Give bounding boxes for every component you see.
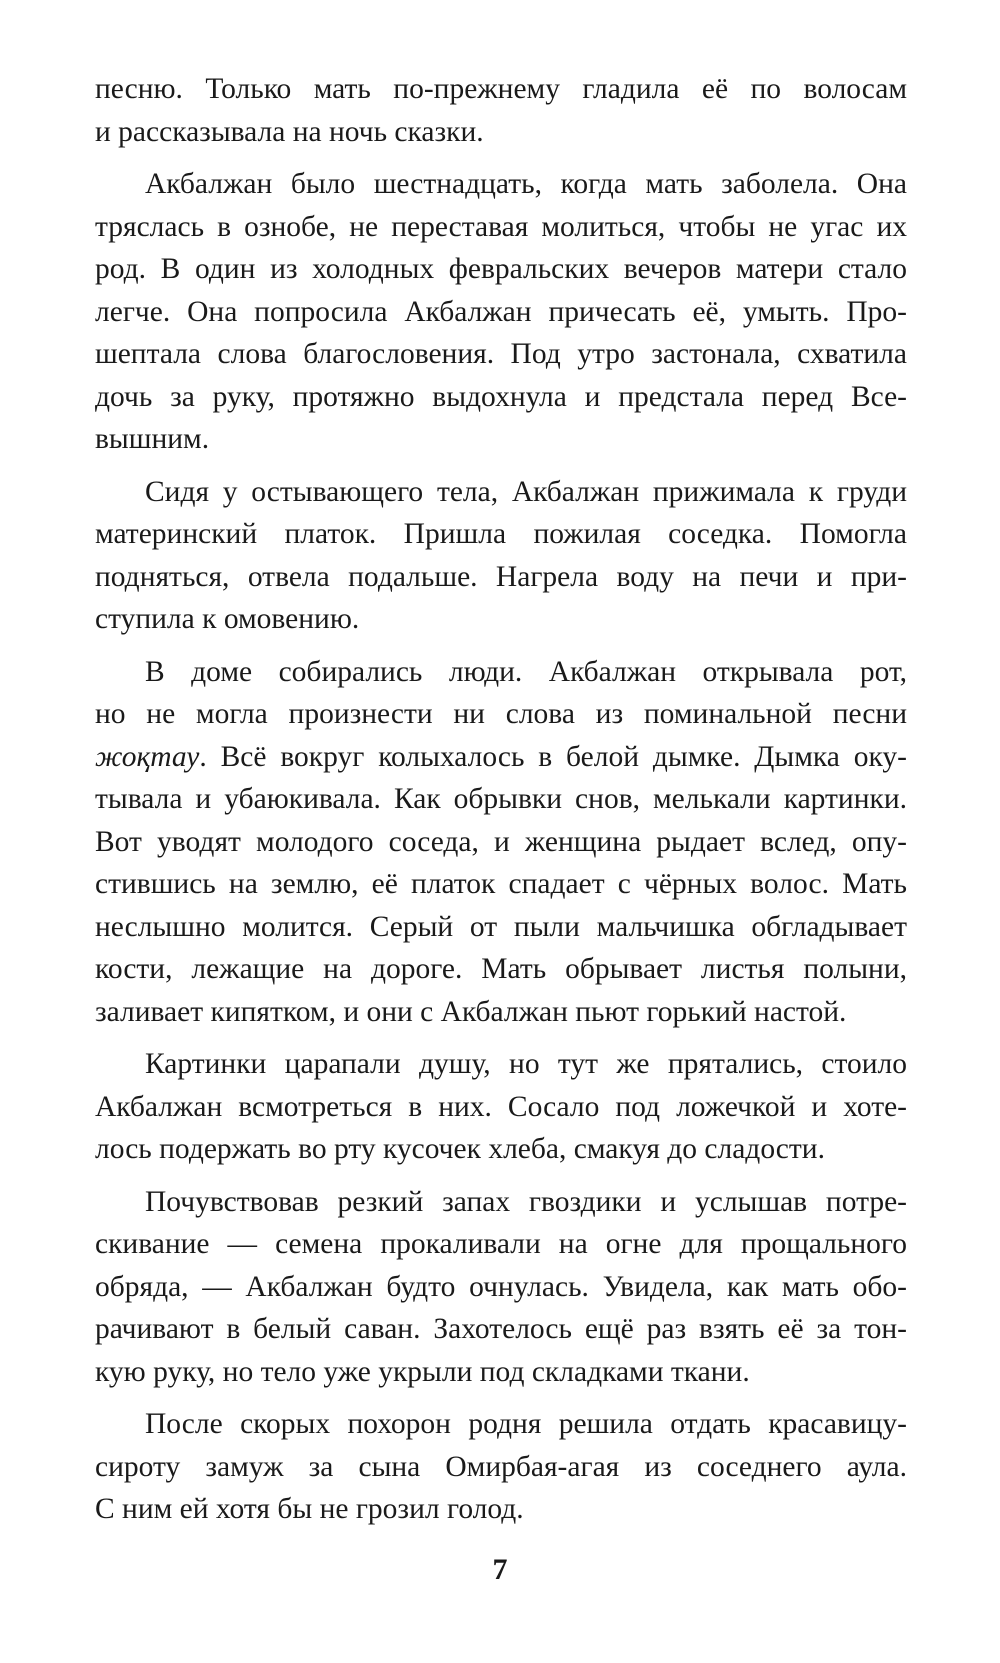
text-line: стившись на землю, её платок спадает с чёрных волос. Мать (95, 868, 907, 900)
text-line: В доме собирались люди. Акбалжан открывала рот, (145, 655, 907, 688)
text-line: Почувствовав резкий запах гвоздики и услышав потре- (145, 1185, 907, 1218)
text-line: После скорых похорон родня решила отдать красавицу- (145, 1408, 907, 1440)
paragraph-7 (95, 1403, 907, 1531)
text-line: С ним ей хотя бы не грозил голод. (95, 1493, 524, 1525)
text-line: неслышно молится. Серый от пыли мальчишка обгладывает (95, 910, 907, 943)
text-line: ступила к омовению. (95, 603, 360, 635)
paragraph-4 (95, 651, 907, 1034)
text-line: тывала и убаюкивала. Как обрывки снов, мелькали картинки. (95, 783, 907, 815)
text-line: песню. Только мать по-прежнему гладила её по волосам (95, 73, 907, 105)
paragraph-5 (95, 1043, 907, 1171)
text-line: скивание — семена прокаливали на огне для прощального (95, 1228, 907, 1260)
body-text (95, 68, 907, 1531)
text-line: заливает кипятком, и они с Акбалжан пьют горький настой. (95, 995, 847, 1028)
text-line: шептала слова благословения. Под утро застонала, схватила (95, 338, 907, 370)
page-number: 7 (492, 1553, 508, 1586)
text-line: Сидя у остывающего тела, Акбалжан прижимала к груди (145, 475, 907, 508)
italic-term: жоқтау (95, 740, 200, 773)
text-line: но не могла произнести ни слова из поминальной песни (95, 698, 907, 730)
text-line (95, 736, 907, 779)
text-line: род. В один из холодных февральских вечеров матери стало (95, 253, 907, 285)
text-line: Акбалжан было шестнадцать, когда мать заболела. Она (145, 168, 907, 200)
text-line: лось подержать во рту кусочек хлеба, смакуя до сладости. (95, 1133, 825, 1165)
paragraph-3 (95, 471, 907, 641)
paragraph-1 (95, 68, 907, 153)
paragraph-6 (95, 1181, 907, 1394)
text-line: легче. Она попросила Акбалжан причесать её, умыть. Про- (95, 295, 907, 328)
text-line: Вот уводят молодого соседа, и женщина рыдает вслед, опу- (95, 825, 907, 858)
text-line: Картинки царапали душу, но тут же прятались, стоило (145, 1048, 907, 1080)
paragraph-2 (95, 163, 907, 461)
text-line: рачивают в белый саван. Захотелось ещё раз взять её за тон- (95, 1313, 907, 1345)
text-line: вышним. (95, 423, 210, 455)
text-line: дочь за руку, протяжно выдохнула и предстала перед Все- (95, 380, 907, 413)
text-line: Акбалжан всмотреться в них. Сосало под ложечкой и хоте- (95, 1090, 907, 1123)
text-line: кую руку, но тело уже укрыли под складками ткани. (95, 1355, 750, 1388)
text-line: и рассказывала на ночь сказки. (95, 115, 484, 148)
text-fragment: . Всё вокруг колыхалось в белой дымке. Дымка оку- (199, 740, 907, 773)
text-line: тряслась в ознобе, не переставая молиться, чтобы не угас их (95, 210, 907, 243)
text-line: подняться, отвела подальше. Нагрела воду на печи и при- (95, 560, 907, 593)
text-line: сироту замуж за сына Омирбая-агая из соседнего аула. (95, 1450, 907, 1483)
text-line: материнский платок. Пришла пожилая соседка. Помогла (95, 518, 907, 550)
text-line: кости, лежащие на дороге. Мать обрывает листья полыни, (95, 953, 907, 985)
text-line: обряда, — Акбалжан будто очнулась. Увидела, как мать обо- (95, 1270, 907, 1303)
